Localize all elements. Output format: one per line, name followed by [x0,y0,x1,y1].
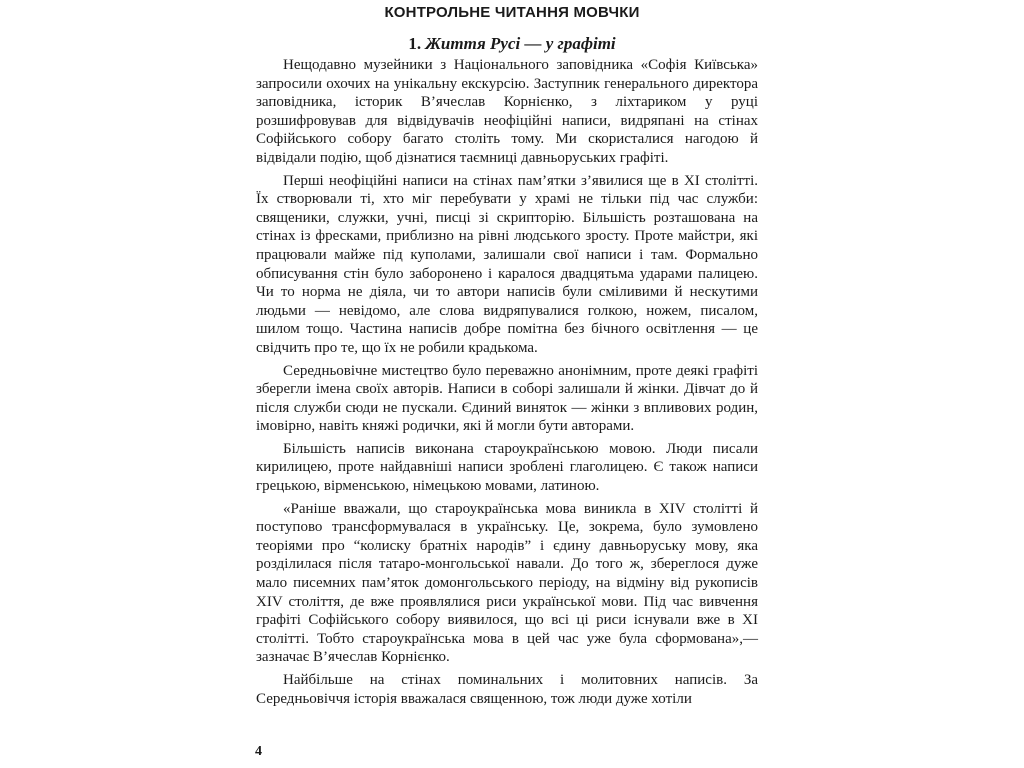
paragraph: Найбільше на стінах поминальних і молитовних написів. За Середньовіччя історія вважалася священною, тож люди дуже хотіли [256,672,758,707]
paragraph: Більшість написів виконана староукраїнською мовою. Люди писали кирилицею, проте найдавніші написи зроблені глаголицею. Є також написи грецькою, вірменською, німецькою мовами, латиною. [256,440,758,495]
article-title-text: Життя Русі — у графіті [425,34,616,53]
paragraph: «Раніше вважали, що староукраїнська мова виникла в XIV столітті й поступово трансформувалася в українську. Це, зокрема, було зумовлено теоріями про “колиску братніх народів” і єдину давньоруську мову, яка розділилася після татаро-монгольської навали. До того ж, збереглося дуже мало писемних пам’яток домонгольського періоду, на відміну від рукописів XIV століття, де вже проявлялися риси української мови. Під час вивчення графіті Софійського собору виявилося, що всі ці риси існували вже в XI столітті. Тобто староукраїнська мова в цей час уже була сформована»,— зазначає В’ячеслав Корнієнко. [256,500,758,666]
paragraph: Середньовічне мистецтво було переважно анонімним, проте деякі графіті зберегли імена своїх авторів. Написи в соборі залишали й жінки. Дівчат до й після служби сюди не пускали. Єдиний виняток — жінки з впливових родин, імовірно, навіть княжі родички, які й могли бути авторами. [256,362,758,435]
paragraph: Перші неофіційні написи на стінах пам’ятки з’явилися ще в XI столітті. Їх створювали ті, хто міг перебувати у храмі не тільки під час служби: священики, служки, учні, писці зі скрипторію. Більшість розташована на стінах із фресками, приблизно на рівні людського зросту. Проте майстри, які працювали майже під куполами, залишали свої написи і там. Формально обписування стін було заборонено і каралося двадцятьма ударами палицею. Чи то норма не діяла, чи то автори написів були сміливими й нескутими людьми — невідомо, але слова видряпувалися голкою, ножем, писалом, шилом тощо. Частина написів добре помітна без бічного освітлення — це свідчить про те, що їх не робили крадькома. [256,172,758,356]
article-body [256,56,758,712]
article-number: 1. [408,34,422,53]
page-number: 4 [255,744,262,759]
article-title [0,34,1024,54]
section-header: КОНТРОЛЬНЕ ЧИТАННЯ МОВЧКИ [384,4,640,21]
paragraph: Нещодавно музейники з Національного заповідника «Софія Київська» запросили охочих на унікальну екскурсію. Заступник генерального директора заповідника, історик В’ячеслав Корнієнко, з ліхтариком у руці розшифровував для відвідувачів неофіційні написи, видряпані на стінах Софійського собору багато століть тому. Ми скористалися нагодою й відвідали подію, щоб дізнатися таємниці давньоруських графіті. [256,57,758,166]
